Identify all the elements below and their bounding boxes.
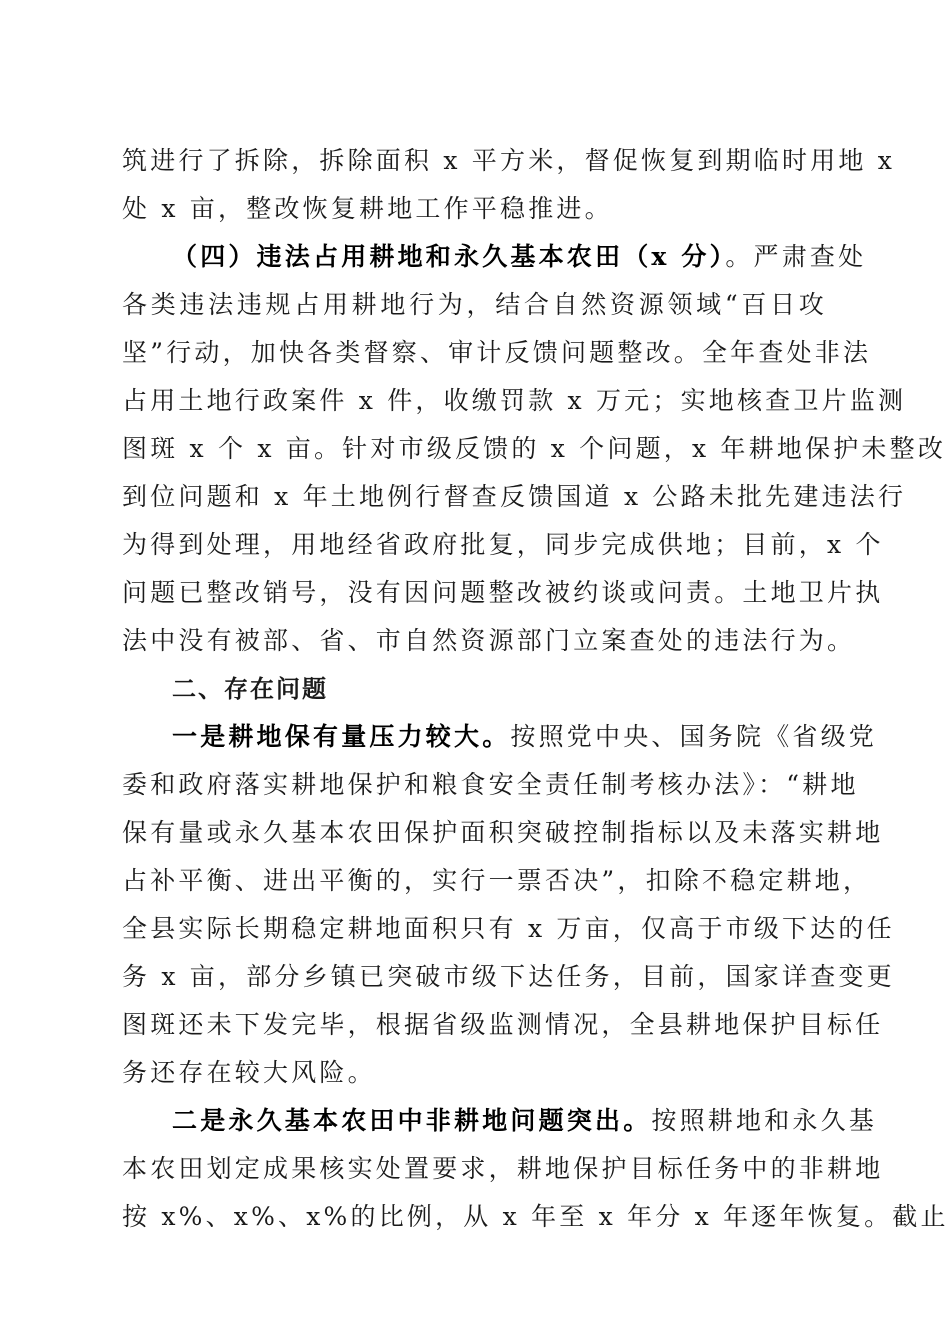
paragraph-line: 占补平衡、进出平衡的，实行一票否决”，扣除不稳定耕地， bbox=[122, 866, 872, 895]
paragraph-line bbox=[172, 1098, 878, 1144]
line-text: 按照耕地和永久基 bbox=[651, 1106, 878, 1135]
paragraph-line: 筑进行了拆除，拆除面积 x 平方米，督促恢复到期临时用地 x bbox=[122, 146, 896, 175]
paragraph-line: 各类违法违规占用耕地行为，结合自然资源领域“百日攻 bbox=[122, 290, 827, 319]
paragraph-line: 务 x 亩，部分乡镇已突破市级下达任务，目前，国家详查变更 bbox=[122, 962, 895, 991]
paragraph-line bbox=[172, 234, 867, 280]
paragraph-line: 按 x%、x%、x%的比例，从 x 年至 x 年分 x 年逐年恢复。截止 bbox=[122, 1202, 949, 1231]
paragraph-line: 务还存在较大风险。 bbox=[122, 1058, 376, 1087]
paragraph-line: 为得到处理，用地经省政府批复，同步完成供地；目前，x 个 bbox=[122, 530, 884, 559]
paragraph-line bbox=[172, 714, 878, 760]
paragraph-line: 到位问题和 x 年土地例行督查反馈国道 x 公路未批先建违法行 bbox=[122, 482, 907, 511]
paragraph-line: 图斑 x 个 x 亩。针对市级反馈的 x 个问题，x 年耕地保护未整改 bbox=[122, 434, 947, 463]
paragraph-line: 保有量或永久基本农田保护面积突破控制指标以及未落实耕地 bbox=[122, 818, 884, 847]
line-text: 按照党中央、国务院《省级党 bbox=[510, 722, 878, 751]
paragraph-line: 图斑还未下发完毕，根据省级监测情况，全县耕地保护目标任 bbox=[122, 1010, 884, 1039]
point-heading-1: 一是耕地保有量压力较大。 bbox=[172, 722, 511, 751]
paragraph-line: 问题已整改销号，没有因问题整改被约谈或问责。土地卫片执 bbox=[122, 578, 884, 607]
paragraph-line: 处 x 亩，整改恢复耕地工作平稳推进。 bbox=[122, 194, 613, 223]
section-heading-4: （四）违法占用耕地和永久基本农田（x 分） bbox=[172, 242, 726, 271]
point-heading-2: 二是永久基本农田中非耕地问题突出。 bbox=[172, 1106, 652, 1135]
section-heading: 二、存在问题 bbox=[172, 675, 328, 703]
paragraph-line: 委和政府落实耕地保护和粮食安全责任制考核办法》：“耕地 bbox=[122, 770, 859, 799]
line-text: 。严肃查处 bbox=[725, 242, 867, 271]
paragraph-line: 本农田划定成果核实处置要求，耕地保护目标任务中的非耕地 bbox=[122, 1154, 884, 1183]
paragraph-line: 占用土地行政案件 x 件，收缴罚款 x 万元；实地核查卫片监测 bbox=[122, 386, 907, 415]
paragraph-line: 坚”行动，加快各类督察、审计反馈问题整改。全年查处非法 bbox=[122, 338, 872, 367]
paragraph-line: 法中没有被部、省、市自然资源部门立案查处的违法行为。 bbox=[122, 626, 856, 655]
paragraph-line: 全县实际长期稳定耕地面积只有 x 万亩，仅高于市级下达的任 bbox=[122, 914, 895, 943]
